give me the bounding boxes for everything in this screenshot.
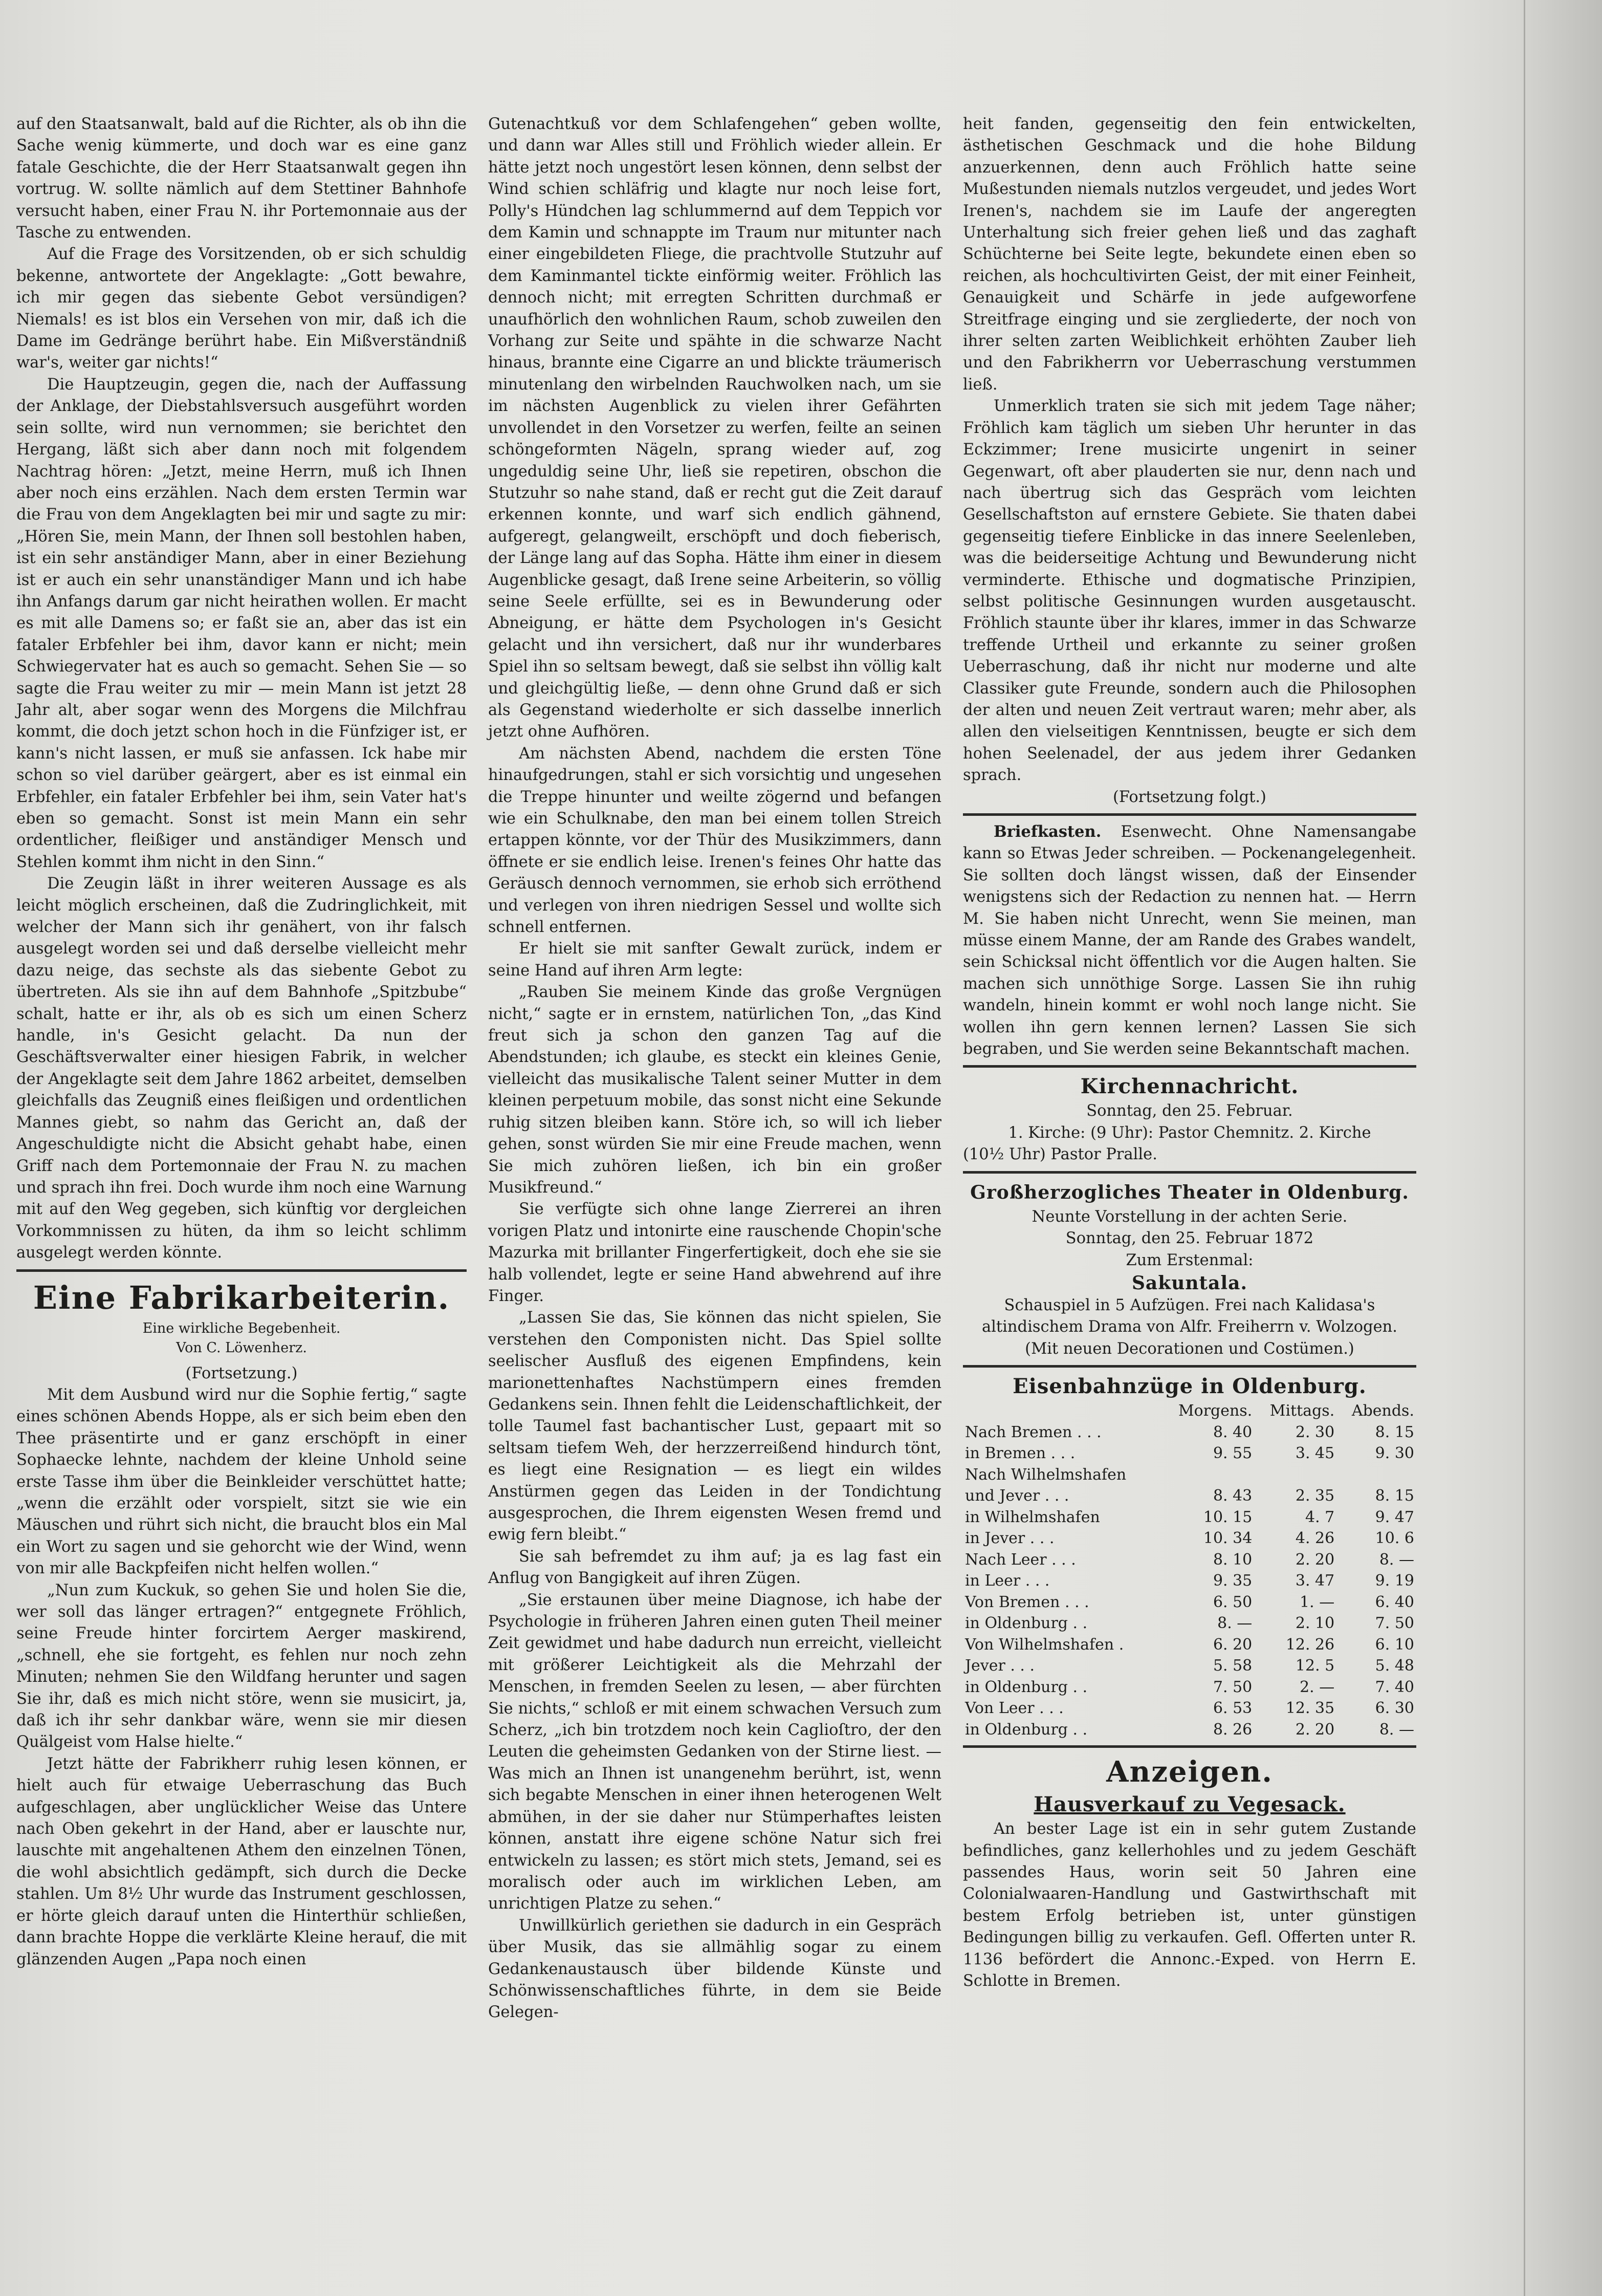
- rail-station: Von Bremen . . .: [965, 1593, 1089, 1611]
- rail-row: [963, 1698, 1416, 1719]
- divider: [16, 1269, 467, 1272]
- paragraph: Auf die Frage des Vorsitzenden, ob er sich schuldig bekenne, antwortete der Angeklagte: „Gott bewahre, ich mir gegen das siebente Gebot versündigen? Niemals! es ist blos ein Versehen von mir, daß ich die Dame im Gedränge berührt habe. Ein Mißverständniß war's, weiter gar nichts!“: [16, 245, 467, 372]
- divider: [963, 813, 1416, 816]
- rail-station: in Bremen . . .: [965, 1444, 1076, 1463]
- church-line: (10½ Uhr) Pastor Pralle.: [963, 1145, 1157, 1164]
- paragraph: „Rauben Sie meinem Kinde das große Vergnügen nicht,“ sagte er in ernstem, natürlichen Ton, „das Kind freut sich ja schon den ganzen Tag auf die Abendstunden; ich glaube, es steckt ein kleines Genie, vielleicht das musikalische Talent seiner Mutter in dem kleinen perpetuum mobile, das sonst nicht eine Sekunde ruhig sitzen bleiben kann. Störe ich, so will ich lieber gehen, sonst würden Sie mir eine Freude machen, wenn Sie mich zuhören ließen, ich bin ein großer Musikfreund.“: [488, 983, 941, 1197]
- column-1: [16, 114, 467, 1970]
- rail-station: in Leer . . .: [965, 1572, 1050, 1590]
- paragraph: Sie verfügte sich ohne lange Zierrerei an ihren vorigen Platz und intonirte eine rauschende Chopin'sche Mazurka mit brillanter Fingerfertigkeit, doch ehe sie sie halb vollendet, legte er seine Hand abwehrend auf ihre Finger.: [488, 1200, 941, 1305]
- letterbox-text: Esenwecht. Ohne Namensangabe kann so Etwas Jeder schreiben. — Pockenangelegenheit. Sie sollten doch längst wissen, daß der Einsender wenigstens sich der Redaction zu nennen hat. — Herrn M. Sie haben nicht Unrecht, wenn Sie meinen, man müsse einem Manne, der am Rande des Grabes wandelt, sein Schicksal nicht öffentlich vor die Augen halten. Sie machen sich unnöthige Sorge. Lassen Sie ihn ruhig wandeln, hinein kommt er wohl noch lange nicht. Sie wollen ihn gern kennen lernen? Lassen Sie sich begraben, und Sie werden seine Bekanntschaft machen.: [963, 823, 1416, 1058]
- rail-station: Von Leer . . .: [965, 1699, 1064, 1718]
- ad-title: Hausverkauf zu Vegesack.: [1034, 1792, 1346, 1817]
- rail-row: [963, 1634, 1416, 1656]
- rail-time: 3. 45: [1295, 1444, 1335, 1463]
- rail-header: Morgens.: [1178, 1402, 1253, 1420]
- paragraph: Mit dem Ausbund wird nur die Sophie fertig,“ sagte eines schönen Abends Hoppe, als er sich beim eben den Thee präsentirte und er ganz erschöpft in einer Sophaecke lehnte, nachdem der kleine Unhold seine erste Tasse ihm über die Beinkleider verschüttet hatte; „wenn die erzählt oder vorspielt, sitzt sie wie ein Mäuschen und rührt sich nicht, die braucht blos ein Mal ein Wort zu sagen und sie gehorcht wie der Wind, wenn von mir alle Backpfeifen nicht helfen wollen.“: [16, 1385, 467, 1578]
- story-title: Eine Fabrikarbeiterin.: [33, 1279, 450, 1316]
- rail-title: Eisenbahnzüge in Oldenburg.: [1013, 1374, 1367, 1399]
- rail-time: [1161, 1464, 1254, 1486]
- rail-station: und Jever . . .: [965, 1487, 1069, 1505]
- divider: [963, 1171, 1416, 1174]
- theater-title: Großherzogliches Theater in Oldenburg.: [970, 1181, 1409, 1203]
- paragraph: heit fanden, gegenseitig den fein entwickelten, ästhetischen Geschmack und die hohe Bildung anzuerkennen, denn auch Fröhlich hatte seine Mußestunden niemals nutzlos vergeudet, und jedes Wort Irenen's, nachdem sie im Laufe der angeregten Unterhaltung sich freier gehen ließ und das zaghaft Schüchterne bei Seite legte, bekundete einen eben so reichen, als hochcultivirten Geist, der mit einer Feinheit, Genauigkeit und Schärfe in jede aufgeworfene Streitfrage einging und sie zergliederte, der noch von ihrer selten zarten Weiblichkeit erhöhten Zauber lieh und den Fabrikherrn vor Ueberraschung verstummen ließ.: [963, 115, 1416, 394]
- rail-time: 12. 35: [1285, 1699, 1335, 1718]
- rail-station: in Oldenburg . .: [965, 1720, 1088, 1739]
- rail-time: 4. 7: [1305, 1508, 1335, 1526]
- rail-station: Nach Bremen . . .: [965, 1423, 1102, 1441]
- paragraph: Jetzt hätte der Fabrikherr ruhig lesen können, er hielt auch für etwaige Ueberraschung das Buch aufgeschlagen, aber unglücklicher Weise das Untere nach Oben gekehrt in der Hand, aber er lauschte nur, lauschte mit angehaltenen Athem den einzelnen Tönen, die wohl absichtlich gedämpft, sich durch die Decke stahlen. Um 8½ Uhr wurde das Instrument geschlossen, er hörte gleich darauf unten die Hinterthür schließen, dann brachte Hoppe die verklärte Kleine herauf, die mit glänzenden Augen „Papa noch einen: [16, 1755, 467, 1968]
- rail-row: [963, 1719, 1416, 1741]
- rail-time: 6. 20: [1213, 1635, 1253, 1654]
- rail-row: [963, 1655, 1416, 1677]
- rail-station: Jever . . .: [965, 1657, 1035, 1675]
- paragraph: Sie sah befremdet zu ihm auf; ja es lag fast ein Anflug von Bangigkeit auf ihren Zügen.: [488, 1547, 941, 1588]
- rail-time: 8. 10: [1213, 1550, 1253, 1569]
- rail-time: 2. —: [1300, 1678, 1335, 1696]
- rail-station: Von Wilhelmshafen .: [965, 1635, 1124, 1654]
- paragraph: Die Zeugin läßt in ihrer weiteren Aussage es als leicht möglich erscheinen, daß die Zudringlichkeit, mit welcher der Mann sich ihr genähert, von ihr falsch ausgelegt worden sei und daß derselbe vielleicht mehr dazu neige, das sechste als das siebente Gebot zu übertreten. Als sie ihn auf dem Bahnhofe „Spitzbube“ schalt, hatte er ihr, als ob es sich um einen Scherz handle, in's Gesicht gelacht. Da nun der Geschäftsverwalter einer hiesigen Fabrik, in welcher der Angeklagte seit dem Jahre 1862 arbeitet, demselben gleichfalls das Zeugniß eines fleißigen und ordentlichen Mannes giebt, so nahm das Gericht an, daß der Angeschuldigte nicht die Absicht gehabt habe, einen Griff nach dem Portemonnaie der Frau N. zu machen und sprach ihn frei. Doch wurde ihm noch eine Warnung mit auf den Weg gegeben, sich künftig vor dergleichen Vorkommnissen zu hüten, da ihm so leicht schlimm ausgelegt werden könnte.: [16, 875, 467, 1262]
- rail-time: 8. —: [1379, 1720, 1414, 1739]
- rail-time: 1. —: [1300, 1593, 1335, 1611]
- rail-time: 10. 15: [1203, 1508, 1253, 1526]
- rail-row: [963, 1592, 1416, 1613]
- rail-time: 2. 20: [1295, 1720, 1335, 1739]
- rail-row: [963, 1549, 1416, 1571]
- rail-time: 8. 40: [1213, 1423, 1253, 1441]
- theater-play: Sakuntala.: [1131, 1272, 1248, 1294]
- paragraph: Gutenachtkuß vor dem Schlafengehen“ geben wollte, und dann war Alles still und Fröhlich wieder allein. Er hätte jetzt noch ungestört lesen können, denn selbst der Wind schien schläfrig und klagte nur noch leise fort, Polly's Hündchen lag schlummernd auf dem Teppich vor dem Kamin und schnappte im Traum nur mitunter nach einer eingebildeten Fliege, die prachtvolle Stutzuhr auf dem Kaminmantel tickte einförmig weiter. Fröhlich las dennoch nicht; mit erregten Schritten durchmaß er unaufhörlich den wohnlichen Raum, schob zuweilen den Vorhang zur Seite und spähte in die schwarze Nacht hinaus, brannte eine Cigarre an und blickte träumerisch minutenlang den wirbelnden Rauchwolken nach, um sie im nächsten Augenblick zu vielen ihrer Gefährten unvollendet in den Vorsetzer zu werfen, feilte an seinen schöngeformten Nägeln, sprang wieder auf, zog ungeduldig seine Uhr, ließ sie repetiren, obschon die Stutzuhr so nahe stand, daß er recht gut die Zeit darauf erkennen konnte, und warf sich endlich gähnend, aufgeregt, gelangweilt, erschöpft und doch fieberisch, der Länge lang auf das Sopha. Hätte ihm einer in diesem Augenblicke gesagt, daß Irene seine Arbeiterin, so völlig seine Seele erfüllte, sei es in Bewunderung oder Abneigung, er hätte dem Psychologen in's Gesicht gelacht und ihn versichert, daß nur ihr wunderbares Spiel ihn so seltsam bewegt, daß sie selbst ihn völlig kalt und gleichgültig ließe, — denn ohne Grund daß er sich als Gegenstand wiederholte er sich dasselbe innerlich jetzt ohne Aufhören.: [488, 115, 941, 741]
- rail-time: 8. 15: [1375, 1423, 1414, 1441]
- rail-time: 9. 19: [1375, 1572, 1414, 1590]
- rail-time: 8. 43: [1213, 1487, 1253, 1505]
- railway-timetable: [963, 1400, 1416, 1740]
- rail-row: [963, 1677, 1416, 1698]
- paragraph: Die Hauptzeugin, gegen die, nach der Auffassung der Anklage, der Diebstahlsversuch ausgeführt worden sein sollte, wird nun vernommen; sie berichtet den Hergang, läßt sich aber dann noch mit folgendem Nachtrag hören: „Jetzt, meine Herrn, muß ich Ihnen aber noch eins erzählen. Nach dem ersten Termin war die Frau von dem Angeklagten bei mir und sagte zu mir: „Hören Sie, mein Mann, der Ihnen soll bestohlen haben, ist ein sehr anständiger Mann, aber in einer Beziehung ist er auch ein sehr unanständiger Mann und ich habe ihn Anfangs darum gar nicht heirathen wollen. Er macht es mit alle Damens so; er faßt sie an, aber das ist ein fataler Erbfehler bei ihm, davor kann er nicht; mein Schwiegervater hat es auch so gemacht. Sehen Sie — so sagte die Frau weiter zu mir — mein Mann ist jetzt 28 Jahr alt, aber sogar wenn des Morgens die Milchfrau kommt, die doch jetzt schon hoch in die Fünfziger ist, er kann's nicht lassen, er muß sie anfassen. Ick habe mir schon so viel darüber geärgert, aber es ist einmal ein Erbfehler, ein fataler Erbfehler bei ihm, sein Vater hat's eben so gemacht. Sonst ist mein Mann ein sehr ordentlicher, fleißiger und anständiger Mensch und Stehlen kommt ihm nicht in den Sinn.“: [16, 375, 467, 871]
- ads-title: Anzeigen.: [1106, 1755, 1273, 1789]
- paragraph: „Lassen Sie das, Sie können das nicht spielen, Sie verstehen den Componisten nicht. Das Spiel sollte seelischer Ausfluß des eigenen Empfindens, kein marionettenhaftes Nachstümpern eines fremden Gedankens sein. Ihnen fehlt die Leidenschaftlichkeit, der tolle Taumel fast bachantischer Lust, gepaart mit so seltsam tiefem Weh, der herzzerreißend hindurch tönt, es liegt eine Resignation — es liegt ein wildes Anstürmen gegen das Leiden in der Tondichtung ausgesprochen, die Ihrem eigensten Wesen fremd und ewig fern bleibt.“: [488, 1309, 941, 1544]
- rail-time: [1336, 1464, 1416, 1486]
- rail-row: [963, 1464, 1416, 1486]
- church-date: Sonntag, den 25. Februar.: [1086, 1102, 1293, 1120]
- paragraph: „Nun zum Kuckuk, so gehen Sie und holen Sie die, wer soll das länger ertragen?“ entgegnete Fröhlich, seine Freude hinter forcirtem Aerger maskirend, „schnell, ehe sie fortgeht, es fehlen nur noch zehn Minuten; nehmen Sie den Wildfang herunter und sagen Sie ihr, daß es mich nicht störe, wenn sie musicirt, ja, daß ich ihr sehr dankbar wäre, wenn sie mir diesen Quälgeist vom Halse hielte.“: [16, 1581, 467, 1751]
- rail-time: 6. 30: [1375, 1699, 1414, 1718]
- paragraph: Er hielt sie mit sanfter Gewalt zurück, indem er seine Hand auf ihren Arm legte:: [488, 940, 941, 980]
- rail-time: 10. 34: [1203, 1529, 1253, 1548]
- theater-desc: altindischem Drama von Alfr. Freiherrn v. Wolzogen.: [981, 1318, 1398, 1336]
- story-continued-note: (Fortsetzung folgt.): [1113, 788, 1266, 806]
- rail-station: in Jever . . .: [965, 1529, 1055, 1548]
- rail-time: 6. 50: [1213, 1593, 1253, 1611]
- story-continued: (Fortsetzung.): [185, 1364, 298, 1382]
- rail-time: 9. 47: [1375, 1508, 1414, 1526]
- paragraph: auf den Staatsanwalt, bald auf die Richter, als ob ihn die Sache wenig kümmerte, und doch war es eine ganz fatale Geschichte, die der Herr Staatsanwalt gegen ihn vortrug. W. sollte nämlich auf dem Stettiner Bahnhofe versucht haben, einer Frau N. ihr Portemonnaie aus der Tasche zu entwenden.: [16, 115, 467, 242]
- theater-desc: Schauspiel in 5 Aufzügen. Frei nach Kalidasa's: [1004, 1296, 1375, 1314]
- rail-row: [963, 1507, 1416, 1528]
- theater-line: Zum Erstenmal:: [1126, 1251, 1254, 1269]
- rail-time: 12. 5: [1295, 1657, 1335, 1675]
- rail-time: 7. 50: [1213, 1678, 1253, 1696]
- divider: [963, 1065, 1416, 1068]
- rail-time: 12. 26: [1285, 1635, 1335, 1654]
- rail-time: 10. 6: [1375, 1529, 1414, 1548]
- church-title: Kirchennachricht.: [1080, 1074, 1299, 1099]
- rail-time: 8. —: [1379, 1550, 1414, 1569]
- theater-desc: (Mit neuen Decorationen und Costümen.): [1025, 1339, 1354, 1358]
- paragraph: Am nächsten Abend, nachdem die ersten Töne hinaufgedrungen, stahl er sich vorsichtig und ungesehen die Treppe hinunter und weilte zögernd und befangen wie ein Schulknabe, den man bei einem tollen Streich ertappen könnte, vor der Thür des Musikzimmers, dann öffnete er sie endlich leise. Irenen's feines Ohr hatte das Geräusch dennoch vernommen, sie erhob sich erröthend und verlegen von ihren niedrigen Sessel und wollte sich schnell entfernen.: [488, 744, 941, 937]
- rail-station: in Oldenburg . .: [965, 1614, 1088, 1633]
- rail-time: 3. 47: [1295, 1572, 1335, 1590]
- rail-time: 9. 55: [1213, 1444, 1253, 1463]
- paragraph: Unwillkürlich geriethen sie dadurch in ein Gespräch über Musik, das sie allmählig sogar zu einem Gedankenaustausch über bildende Künste und Schönwissenschaftliches führte, in dem sie Beide Gelegen-: [488, 1916, 941, 2022]
- divider: [963, 1365, 1416, 1368]
- rail-time: 2. 10: [1295, 1614, 1335, 1633]
- paragraph: Unmerklich traten sie sich mit jedem Tage näher; Fröhlich kam täglich um sieben Uhr herunter in das Eckzimmer; Irene musicirte ungenirt in seiner Gegenwart, oft aber plauderten sie nur, denn nach und nach übertrug sich das Gespräch vom leichten Gesellschaftston auf ernstere Gebiete. Sie thaten dabei gegenseitig tiefere Einblicke in das innere Seelenleben, was die beiderseitige Achtung und Bewunderung nicht verminderte. Ethische und dogmatische Prinzipien, selbst politische Gesinnungen wurden ausgetauscht. Fröhlich staunte über ihr klares, immer in das Schwarze treffende Urtheil und erkannte zu seiner großen Ueberraschung, daß ihr nicht nur moderne und alte Classiker gute Freunde, sondern auch die Philosophen der alten und neuen Zeit vertraut waren; mehr aber, als allen den vielseitigen Kenntnissen, beugte er sich dem hohen Seelenadel, der aus jedem ihrer Gedanken sprach.: [963, 397, 1416, 785]
- rail-time: 5. 58: [1213, 1657, 1253, 1675]
- rail-time: 9. 30: [1375, 1444, 1414, 1463]
- rail-row: [963, 1570, 1416, 1592]
- rail-header: Abends.: [1351, 1402, 1414, 1420]
- rail-row: [963, 1613, 1416, 1634]
- rail-header: Mittags.: [1269, 1402, 1335, 1420]
- ad-text: An bester Lage ist ein in sehr gutem Zustande befindliches, ganz kellerhohles und zu jedem Geschäft passendes Haus, worin seit 50 Jahren eine Colonialwaaren-Handlung und Gastwirthschaft mit bestem Erfolg betrieben ist, unter günstigen Bedingungen billig zu verkaufen. Gefl. Offerten unter R. 1136 befördert die Annonc.-Exped. von Herrn E. Schlotte in Bremen.: [963, 1820, 1416, 1990]
- rail-row: [963, 1485, 1416, 1507]
- rail-time: 7. 40: [1375, 1678, 1414, 1696]
- divider: [963, 1745, 1416, 1748]
- rail-time: 7. 50: [1375, 1614, 1414, 1633]
- rail-time: 8. 26: [1213, 1720, 1253, 1739]
- theater-line: Sonntag, den 25. Februar 1872: [1065, 1229, 1314, 1248]
- rail-time: 6. 10: [1375, 1635, 1414, 1654]
- rail-time: 5. 48: [1375, 1657, 1414, 1675]
- rail-time: 9. 35: [1213, 1572, 1253, 1590]
- theater-line: Neunte Vorstellung in der achten Serie.: [1032, 1207, 1348, 1226]
- rail-time: 2. 35: [1295, 1487, 1335, 1505]
- rail-station: in Wilhelmshafen: [965, 1508, 1100, 1526]
- rail-station: in Oldenburg . .: [965, 1678, 1088, 1696]
- rail-time: 8. 15: [1375, 1487, 1414, 1505]
- rail-time: 8. —: [1217, 1614, 1253, 1633]
- rail-row: [963, 1443, 1416, 1464]
- story-subtitle: Eine wirkliche Begebenheit.: [142, 1320, 341, 1336]
- rail-time: 2. 30: [1295, 1423, 1335, 1441]
- column-3: [963, 114, 1416, 1992]
- rail-time: 6. 40: [1375, 1593, 1414, 1611]
- rail-row: [963, 1422, 1416, 1443]
- story-author: Von C. Löwenherz.: [176, 1339, 307, 1356]
- church-line: 1. Kirche: (9 Uhr): Pastor Chemnitz. 2. Kirche: [1008, 1123, 1371, 1142]
- rail-time: [1254, 1464, 1336, 1486]
- page-edge: [1524, 0, 1602, 2296]
- rail-time: 4. 26: [1295, 1529, 1335, 1548]
- rail-station: Nach Leer . . .: [965, 1550, 1076, 1569]
- rail-time: 2. 20: [1295, 1550, 1335, 1569]
- column-2: [488, 114, 941, 2024]
- letterbox-title: Briefkasten.: [994, 822, 1102, 841]
- paragraph: „Sie erstaunen über meine Diagnose, ich habe der Psychologie in früheren Jahren einen guten Theil meiner Zeit gewidmet und habe dadurch nun erreicht, vielleicht mit größerer Leichtigkeit als die Mehrzahl der Menschen, in fremden Seelen zu lesen, — aber fürchten Sie nichts,“ schloß er mit einem schwachen Versuch zum Scherz, „ich bin trotzdem noch kein Caglioſtro, der den Leuten die geheimsten Gedanken von der Stirne liest. — Was mich an Ihnen ist unangenehm berührt, ist, wenn sich begabte Menschen in einer ihnen heterogenen Welt abmühen, in der sie daher nur Stümperhaftes leisten können, anstatt ihre eigene schöne Natur sich frei entwickeln zu lassen; es stört mich stets, Jemand, sei es moralisch oder auch im wirklichen Leben, am unrichtigen Platze zu sehen.“: [488, 1591, 941, 1913]
- rail-station: Nach Wilhelmshafen: [965, 1465, 1127, 1484]
- rail-time: 6. 53: [1213, 1699, 1253, 1718]
- rail-row: [963, 1528, 1416, 1549]
